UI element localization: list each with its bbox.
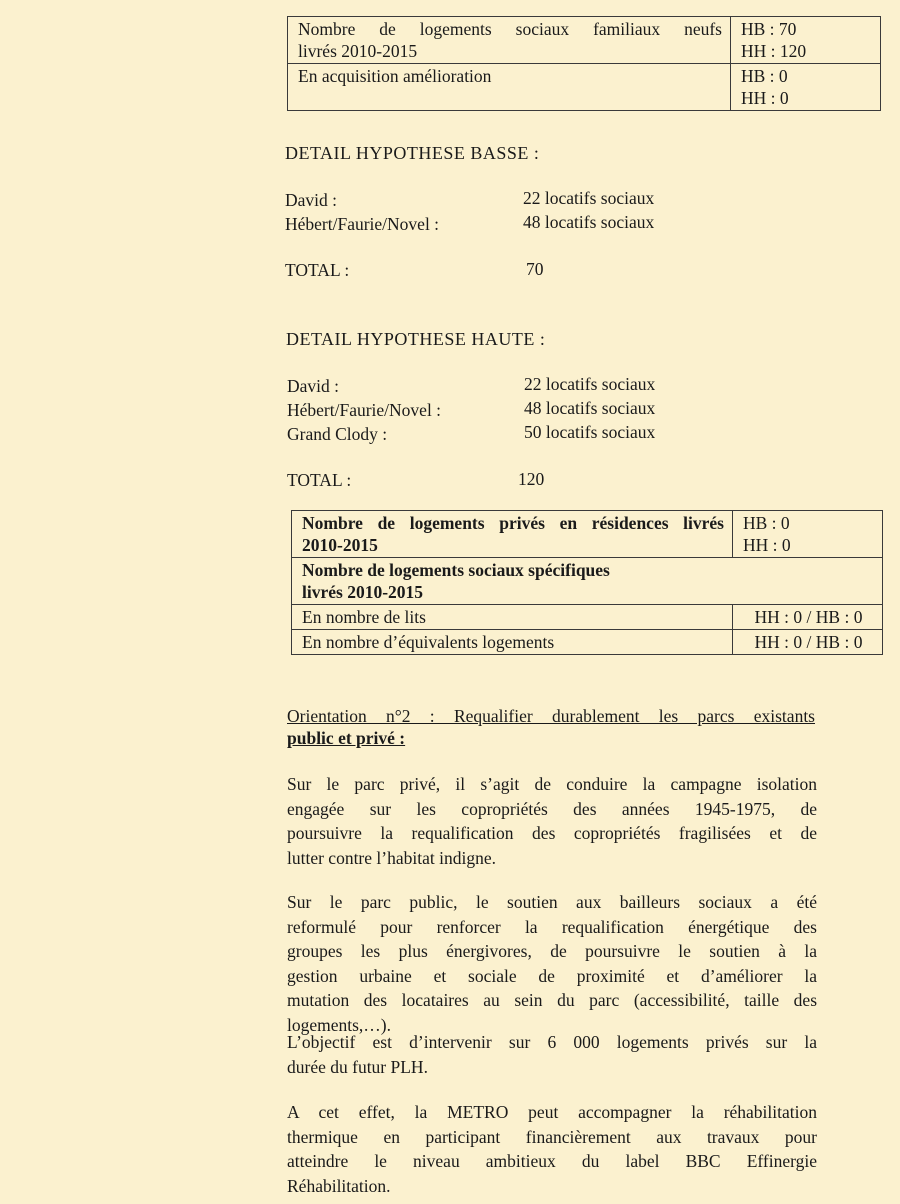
haute-item-value: 22 locatifs sociaux [524, 374, 656, 394]
paragraph-metro [287, 1100, 817, 1198]
text-line: thermique en participant financièrement aux travaux pour [287, 1126, 817, 1147]
haute-item-value: 50 locatifs sociaux [524, 422, 656, 442]
text-line: gestion urbaine et sociale de proximité et d’améliorer la [287, 965, 817, 986]
text-line: L’objectif est d’intervenir sur 6 000 logements privés sur la [287, 1032, 817, 1052]
row-label-line1: Nombre de logements sociaux spécifiques [302, 560, 610, 580]
haute-title: DETAIL HYPOTHESE HAUTE : [286, 329, 546, 349]
basse-item-value: 48 locatifs sociaux [523, 212, 655, 232]
paragraph-parc-prive [287, 772, 817, 870]
haute-item-name: Hébert/Faurie/Novel : [287, 400, 442, 420]
text-line: poursuivre la requalification des copropriétés fragilisées et de [287, 823, 817, 843]
hb-value: HB : 0 [741, 66, 788, 86]
row-label-cell: En nombre de lits [292, 605, 733, 630]
row-label-cell [288, 17, 731, 64]
row-value-cell [733, 511, 883, 558]
haute-item-name: David : [287, 376, 340, 396]
row-label-line2: livrés 2010-2015 [298, 41, 418, 61]
haute-total-value: 120 [518, 469, 545, 489]
text-line: engagée sur les copropriétés des années 1945-1975, de [287, 798, 817, 819]
text-line: lutter contre l’habitat indigne. [287, 847, 496, 868]
row-label-line1: Nombre de logements privés en résidences livrés [302, 513, 724, 533]
text-line: atteindre le niveau ambitieux du label BBC Effinergie [287, 1151, 817, 1171]
row-value-cell [731, 17, 881, 64]
haute-item-name: Grand Clody : [287, 424, 388, 444]
table-row [292, 605, 883, 630]
row-label-cell: En nombre d’équivalents logements [292, 630, 733, 655]
row-label: En acquisition amélioration [298, 66, 492, 86]
text-line: groupes les plus énergivores, de poursuivre le soutien à la [287, 941, 817, 961]
haute-total-label: TOTAL : [287, 470, 352, 490]
basse-title: DETAIL HYPOTHESE BASSE : [285, 143, 540, 163]
hh-value: HH : 0 [741, 88, 789, 108]
row-label-cell [292, 511, 733, 558]
row-value-cell: HH : 0 / HB : 0 [733, 605, 883, 630]
orientation-heading [287, 705, 815, 749]
row-label-cell [292, 558, 883, 605]
table-logements-sociaux-neufs [287, 16, 881, 111]
table-row [292, 630, 883, 655]
paragraph-parc-public [287, 890, 817, 1037]
hh-value: HH : 120 [741, 41, 807, 61]
paragraph-objectif [287, 1030, 817, 1079]
table-row [288, 64, 881, 111]
text-line: mutation des locataires au sein du parc (accessibilité, taille des [287, 990, 817, 1010]
basse-total-label: TOTAL : [285, 260, 350, 280]
hb-value: HB : 0 [743, 513, 790, 533]
text-line: Sur le parc public, le soutien aux bailleurs sociaux a été [287, 892, 817, 912]
basse-item-name: Hébert/Faurie/Novel : [285, 214, 440, 234]
row-label-cell [288, 64, 731, 111]
row-label-line1: Nombre de logements sociaux familiaux neufs [298, 19, 722, 39]
basse-item-value: 22 locatifs sociaux [523, 188, 655, 208]
text-line: A cet effet, la METRO peut accompagner la réhabilitation [287, 1102, 817, 1122]
basse-item-name: David : [285, 190, 338, 210]
orientation-line2: public et privé : [287, 728, 406, 748]
basse-total-value: 70 [526, 259, 544, 279]
row-label-line2: livrés 2010-2015 [302, 582, 424, 602]
text-line: logements,…). [287, 1014, 392, 1035]
orientation-line1: Orientation n°2 : Requalifier durablement les parcs existants [287, 706, 815, 726]
table-row [288, 17, 881, 64]
text-line: reformulé pour renforcer la requalification énergétique des [287, 916, 817, 937]
row-label-line2: 2010-2015 [302, 535, 378, 555]
table-logements-prives-specifiques [291, 510, 883, 655]
hh-value: HH : 0 [743, 535, 791, 555]
hb-value: HB : 70 [741, 19, 797, 39]
table-row [292, 558, 883, 605]
text-line: Sur le parc privé, il s’agit de conduire la campagne isolation [287, 774, 817, 794]
haute-item-value: 48 locatifs sociaux [524, 398, 656, 418]
text-line: Réhabilitation. [287, 1175, 391, 1196]
text-line: durée du futur PLH. [287, 1056, 428, 1077]
table-row [292, 511, 883, 558]
row-value-cell: HH : 0 / HB : 0 [733, 630, 883, 655]
row-value-cell [731, 64, 881, 111]
